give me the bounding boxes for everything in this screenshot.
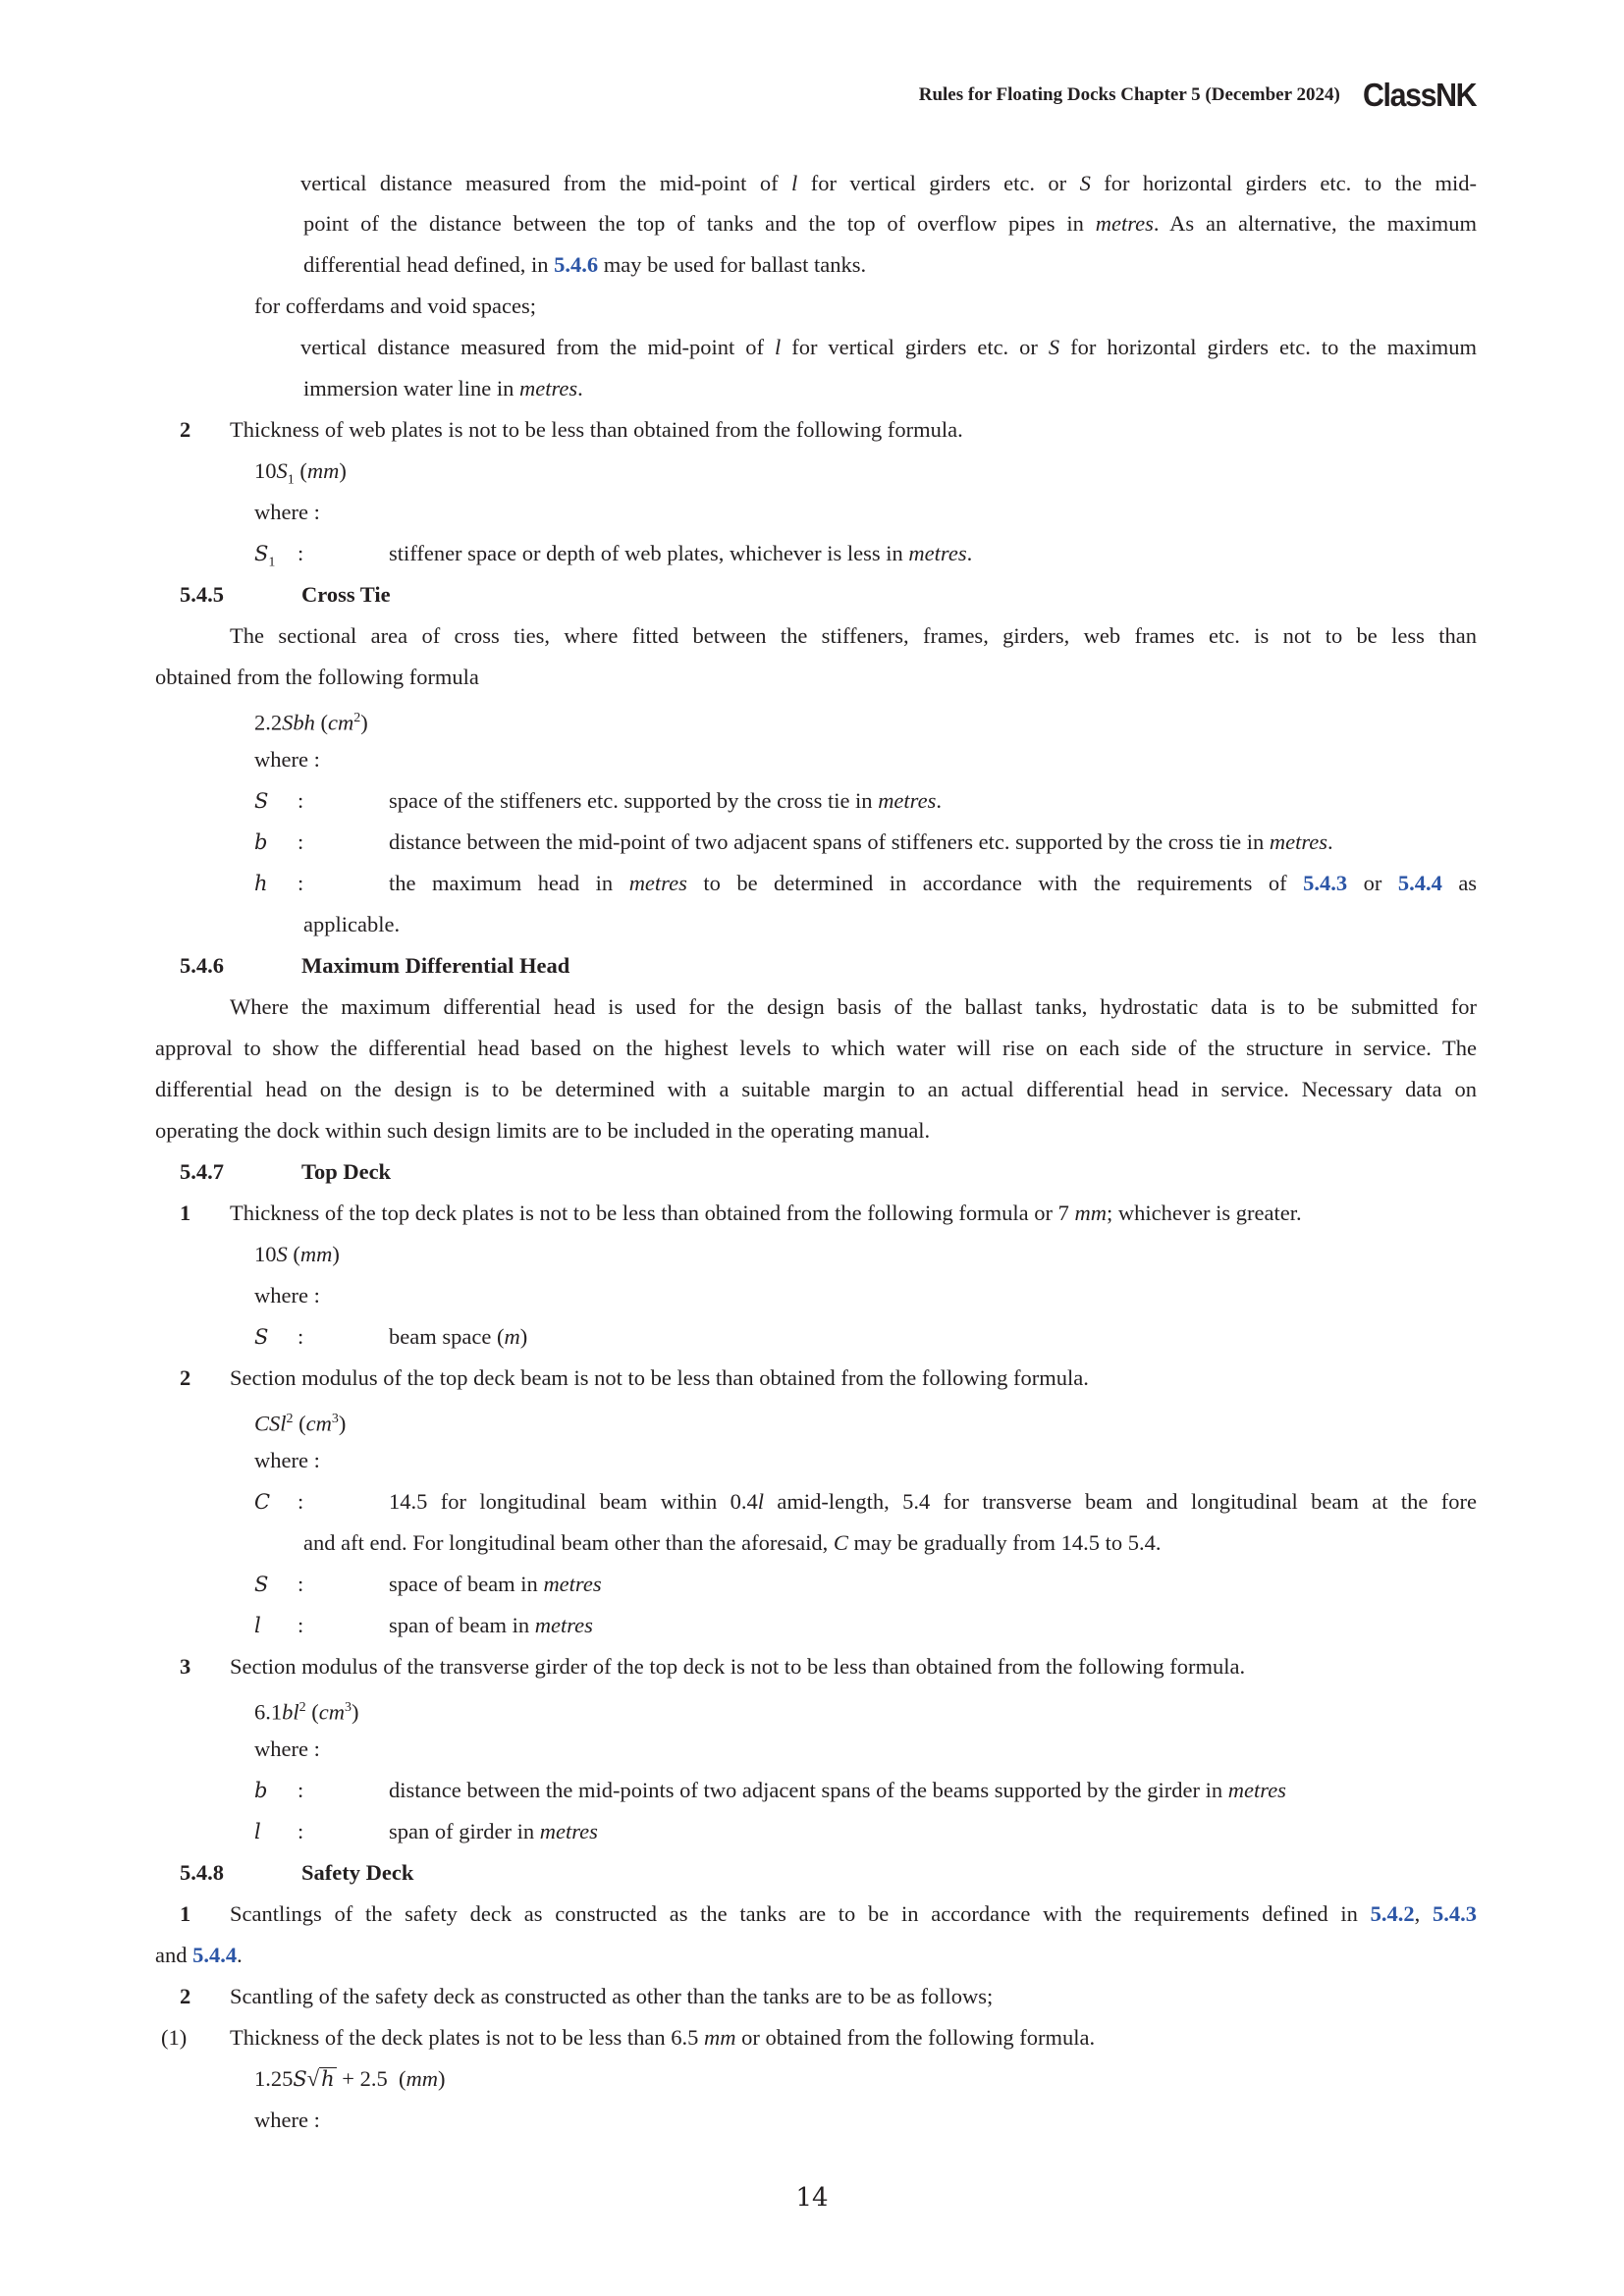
section-number: 5.4.7 [180,1159,224,1184]
body-line: point of the distance between the top of tanks and the top of overflow pipes in metres. As an alternative, the maximum [303,211,1477,236]
definition-symbol: C [254,1490,271,1514]
body-line: obtained from the following formula [155,665,479,689]
item-number: 2 [180,1365,191,1390]
definition-symbol: l [254,1614,261,1637]
definition-symbol: b [254,830,268,854]
item-number: 2 [180,1984,191,2008]
body-line: Thickness of the top deck plates is not to be less than obtained from the following formula or 7 mm; whichever is greater. [230,1201,1302,1225]
body-line: Scantlings of the safety deck as constructed as the tanks are to be in accordance with the requirements defined in 5.4.2, 5.4.3 [230,1901,1478,1926]
body-line: for cofferdams and void spaces; [254,294,536,318]
section-heading: Safety Deck [301,1860,414,1885]
where-label: where : [254,1736,320,1761]
page-number: 14 [795,2183,829,2213]
definition-colon: : [298,1489,304,1514]
where-label: where : [254,747,320,772]
item-number: 3 [180,1654,191,1679]
where-label: where : [254,1283,320,1308]
section-heading: Maximum Differential Head [301,953,570,978]
cross-reference-link[interactable]: 5.4.4 [1397,871,1442,895]
item-number: (1) [161,2025,188,2050]
definition-symbol: $S_1$ [254,542,276,570]
definition-text: space of beam in metres [389,1572,602,1596]
definition-text: the maximum head in metres to be determined in accordance with the requirements of 5.4.3 or 5.4.4 as [389,871,1478,895]
formula: 2.2Sbh $(cm^2)$ [254,710,368,735]
where-label: where : [254,2108,320,2132]
formula: 1.25S√h + 2.5 (mm) [254,2066,446,2091]
definition-text: span of girder in metres [389,1819,598,1843]
item-number: 1 [180,1901,191,1926]
definition-colon: : [298,871,304,895]
definition-text: applicable. [303,912,401,936]
section-number: 5.4.5 [180,582,224,607]
formula: CSl$^2$ $(cm^3)$ [254,1411,347,1436]
definition-text: beam space (m) [389,1324,528,1349]
cross-reference-link[interactable]: 5.4.3 [1433,1901,1478,1926]
body-line: and 5.4.4. [155,1943,243,1967]
item-number: 1 [180,1201,191,1225]
definition-symbol: S [254,789,269,813]
where-label: where : [254,1448,320,1472]
definition-symbol: b [254,1779,268,1802]
definition-colon: : [298,1778,304,1802]
section-number: 5.4.8 [180,1860,224,1885]
cross-reference-link[interactable]: 5.4.3 [1303,871,1348,895]
definition-symbol: S [254,1573,269,1596]
definition-text: space of the stiffeners etc. supported by the cross tie in metres. [389,788,942,813]
body-line: Where the maximum differential head is used for the design basis of the ballast tanks, hydrostatic data is to be submitted for [230,994,1477,1019]
section-heading: Cross Tie [301,582,391,607]
definition-colon: : [298,1324,304,1349]
formula: $10S_1$ (mm) [254,458,347,488]
section-heading: Top Deck [301,1159,392,1184]
cross-reference-link[interactable]: 5.4.4 [192,1943,238,1967]
body-line: Thickness of web plates is not to be less than obtained from the following formula. [230,417,963,442]
cross-reference-link[interactable]: 5.4.2 [1370,1901,1415,1926]
definition-text: distance between the mid-point of two adjacent spans of stiffeners etc. supported by the cross tie in metres. [389,829,1333,854]
definition-symbol: S [254,1325,269,1349]
body-line: vertical distance measured from the mid-point of l for vertical girders etc. or S for horizontal girders etc. to the maximum [300,335,1478,359]
body-line: The sectional area of cross ties, where fitted between the stiffeners, frames, girders, web frames etc. is not to be less than [230,623,1477,648]
definition-colon: : [298,1572,304,1596]
body-line: approval to show the differential head based on the highest levels to which water will rise on each side of the structure in service. The [155,1036,1477,1060]
body-line: Section modulus of the transverse girder of the top deck is not to be less than obtained from the following formula. [230,1654,1246,1679]
definition-colon: : [298,829,304,854]
where-label: where : [254,500,320,524]
body-line: Section modulus of the top deck beam is not to be less than obtained from the following formula. [230,1365,1089,1390]
definition-text: 14.5 for longitudinal beam within 0.4l amid-length, 5.4 for transverse beam and longitudinal beam at the fore [389,1489,1477,1514]
body-line: Scantling of the safety deck as constructed as other than the tanks are to be as follows; [230,1984,994,2008]
definition-text: and aft end. For longitudinal beam other than the aforesaid, C may be gradually from 14.5 to 5.4. [303,1530,1162,1555]
body-line: operating the dock within such design limits are to be included in the operating manual. [155,1118,931,1143]
definition-text: distance between the mid-points of two adjacent spans of the beams supported by the girder in metres [389,1778,1286,1802]
cross-reference-link[interactable]: 5.4.6 [554,252,599,277]
page-header [919,77,1481,114]
header-title: Rules for Floating Docks Chapter 5 (December 2024) [918,84,1340,105]
formula: 10S (mm) [254,1242,340,1266]
body-line: Thickness of the deck plates is not to be less than 6.5 mm or obtained from the following formula. [230,2025,1096,2050]
body-line: vertical distance measured from the mid-point of l for vertical girders etc. or S for horizontal girders etc. to the mid- [300,171,1478,195]
item-number: 2 [180,417,191,442]
definition-symbol: l [254,1820,261,1843]
section-number: 5.4.6 [180,953,224,978]
formula: $6.1bl^2$ $(cm^3)$ [254,1699,359,1725]
classnk-logo: ClassNK [1362,77,1476,113]
body-line: differential head defined, in 5.4.6 may be used for ballast tanks. [303,252,867,277]
definition-text: stiffener space or depth of web plates, whichever is less in metres. [389,541,973,565]
body-line: immersion water line in metres. [303,376,583,400]
definition-colon: : [298,788,304,813]
definition-colon: : [298,541,304,565]
definition-symbol: h [254,872,268,895]
definition-text: span of beam in metres [389,1613,593,1637]
definition-colon: : [298,1819,304,1843]
body-line: differential head on the design is to be determined with a suitable margin to an actual differential head in service. Necessary data on [155,1077,1477,1101]
definition-colon: : [298,1613,304,1637]
